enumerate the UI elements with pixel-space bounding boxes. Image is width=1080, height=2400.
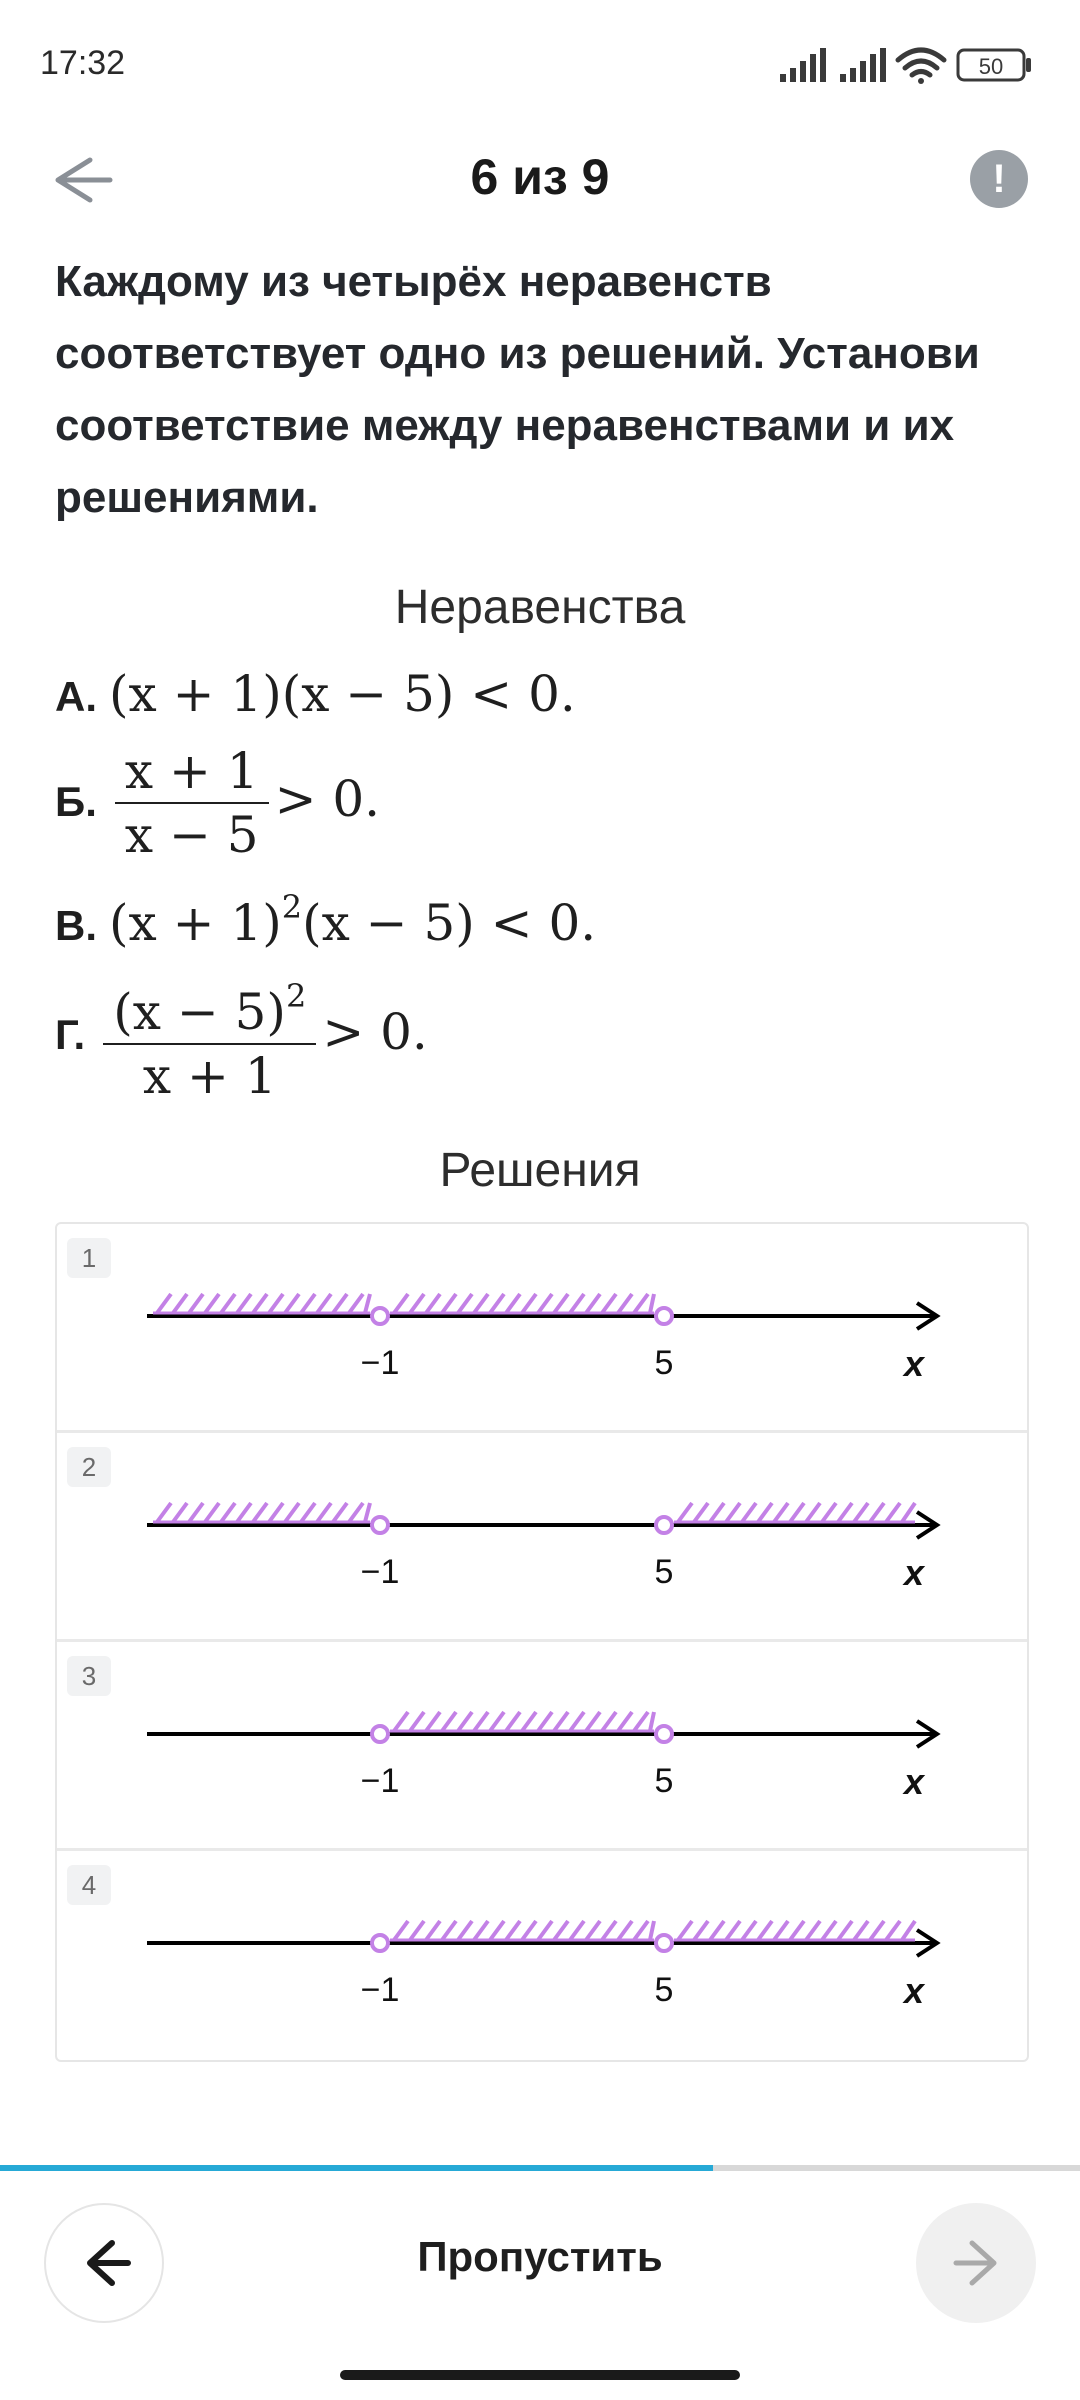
shading-hatch	[726, 1503, 740, 1522]
fraction-denominator: x − 5	[124, 806, 259, 864]
inequality-rest: > 0.	[322, 1003, 428, 1061]
inequality-b	[55, 740, 380, 866]
shading-hatch	[822, 1921, 836, 1940]
shading-hatch	[694, 1921, 708, 1940]
shading-hatch	[618, 1921, 632, 1940]
shading-hatch	[301, 1503, 315, 1522]
fraction	[115, 740, 269, 866]
shading-hatch	[365, 1503, 370, 1522]
inequality-factor: (x − 5) < 0.	[302, 894, 597, 952]
solutions-list	[55, 1222, 1029, 2062]
question-text: Каждому из четырёх неравенств соответствует одно из решений. Установи соответствие между неравенствами и их решениями.	[55, 257, 980, 522]
point-label: 5	[654, 1762, 674, 1800]
shading-hatch	[490, 1712, 504, 1731]
shading-hatch	[650, 1712, 654, 1731]
inequality-g	[55, 965, 428, 1107]
shading-hatch	[742, 1921, 756, 1940]
shading-hatch	[538, 1294, 552, 1313]
fraction-numerator	[103, 965, 316, 1045]
shading-hatch	[410, 1294, 424, 1313]
shading-hatch	[157, 1503, 171, 1522]
shading-hatch	[854, 1503, 868, 1522]
inequality-a	[55, 665, 576, 723]
open-point	[372, 1517, 388, 1533]
shading-hatch	[886, 1921, 900, 1940]
fraction-denominator: x + 1	[142, 1047, 277, 1105]
shading-hatch	[410, 1921, 424, 1940]
solution-option-1[interactable]	[57, 1224, 1027, 1433]
inequality-v	[55, 888, 596, 952]
footer	[0, 2171, 1080, 2400]
open-point	[372, 1726, 388, 1742]
shading-hatch	[506, 1921, 520, 1940]
shading-hatch	[586, 1712, 600, 1731]
shading-hatch	[253, 1503, 267, 1522]
solution-option-3[interactable]	[57, 1642, 1027, 1851]
shading-hatch	[618, 1294, 632, 1313]
shading-hatch	[886, 1503, 900, 1522]
shading-hatch	[634, 1712, 648, 1731]
shading-hatch	[806, 1921, 820, 1940]
shading-hatch	[474, 1294, 488, 1313]
shading-hatch	[902, 1921, 915, 1940]
shading-hatch	[678, 1503, 692, 1522]
open-point	[656, 1308, 672, 1324]
shading-hatch	[301, 1294, 315, 1313]
shading-hatch	[285, 1294, 299, 1313]
shading-hatch	[253, 1294, 267, 1313]
shading-hatch	[317, 1503, 331, 1522]
shading-hatch	[710, 1921, 724, 1940]
number-line	[57, 1433, 1027, 1639]
shading-hatch	[902, 1503, 915, 1522]
shading-hatch	[554, 1294, 568, 1313]
exponent: 2	[281, 888, 303, 926]
shading-hatch	[474, 1921, 488, 1940]
shading-hatch	[758, 1503, 772, 1522]
shading-hatch	[317, 1294, 331, 1313]
shading-hatch	[173, 1503, 187, 1522]
open-point	[372, 1308, 388, 1324]
shading-hatch	[554, 1712, 568, 1731]
shading-hatch	[205, 1294, 219, 1313]
shading-hatch	[474, 1712, 488, 1731]
shading-hatch	[285, 1503, 299, 1522]
shading-hatch	[570, 1921, 584, 1940]
shading-hatch	[394, 1294, 408, 1313]
shading-hatch	[333, 1294, 347, 1313]
shading-hatch	[650, 1294, 654, 1313]
shading-hatch	[349, 1503, 363, 1522]
shading-hatch	[269, 1294, 283, 1313]
shading-hatch	[838, 1921, 852, 1940]
shading-hatch	[426, 1712, 440, 1731]
shading-hatch	[634, 1921, 648, 1940]
shading-hatch	[349, 1294, 363, 1313]
shading-hatch	[221, 1503, 235, 1522]
axis-variable-label: x	[903, 1761, 925, 1802]
shading-hatch	[822, 1503, 836, 1522]
exclamation-icon: !	[992, 157, 1006, 201]
shading-hatch	[458, 1921, 472, 1940]
shading-hatch	[269, 1503, 283, 1522]
shading-hatch	[570, 1294, 584, 1313]
number-line	[57, 1642, 1027, 1848]
shading-hatch	[237, 1503, 251, 1522]
point-label: −1	[360, 1971, 400, 2009]
shading-hatch	[365, 1294, 370, 1313]
shading-hatch	[426, 1921, 440, 1940]
shading-hatch	[522, 1712, 536, 1731]
shading-hatch	[490, 1921, 504, 1940]
inequality-label: Б.	[55, 778, 97, 825]
shading-hatch	[522, 1921, 536, 1940]
fraction-numerator: x + 1	[115, 740, 269, 804]
axis-variable-label: x	[903, 1552, 925, 1593]
shading-hatch	[870, 1503, 884, 1522]
shading-hatch	[758, 1921, 772, 1940]
shading-hatch	[189, 1294, 203, 1313]
inequality-rest: > 0.	[274, 770, 381, 828]
fraction	[103, 965, 316, 1107]
point-label: 5	[654, 1971, 674, 2009]
shading-hatch	[173, 1294, 187, 1313]
solution-number: 4	[67, 1865, 111, 1905]
shading-hatch	[634, 1294, 648, 1313]
shading-hatch	[790, 1921, 804, 1940]
number-line	[57, 1224, 1027, 1430]
shading-hatch	[742, 1503, 756, 1522]
solution-option-2[interactable]	[57, 1433, 1027, 1642]
solutions-title: Решения	[439, 1144, 641, 1197]
open-point	[656, 1517, 672, 1533]
shading-hatch	[426, 1294, 440, 1313]
shading-hatch	[506, 1294, 520, 1313]
open-point	[656, 1935, 672, 1951]
shading-hatch	[442, 1294, 456, 1313]
status-bar	[0, 0, 1080, 130]
point-label: −1	[360, 1762, 400, 1800]
shading-hatch	[522, 1294, 536, 1313]
shading-hatch	[442, 1712, 456, 1731]
status-time: 17:32	[40, 44, 126, 82]
shading-hatch	[586, 1294, 600, 1313]
shading-hatch	[205, 1503, 219, 1522]
arrow-right-icon	[916, 2203, 1036, 2323]
header	[0, 130, 1080, 230]
shading-hatch	[854, 1921, 868, 1940]
number-line	[57, 1851, 1027, 2057]
point-label: 5	[654, 1553, 674, 1591]
shading-hatch	[221, 1294, 235, 1313]
shading-hatch	[410, 1712, 424, 1731]
open-point	[372, 1935, 388, 1951]
shading-hatch	[618, 1712, 632, 1731]
shading-hatch	[237, 1294, 251, 1313]
shading-hatch	[774, 1503, 788, 1522]
shading-hatch	[694, 1503, 708, 1522]
status-icons	[780, 44, 1040, 93]
shading-hatch	[838, 1503, 852, 1522]
shading-hatch	[806, 1503, 820, 1522]
solution-number: 3	[67, 1656, 111, 1696]
shading-hatch	[490, 1294, 504, 1313]
home-indicator	[340, 2370, 740, 2380]
shading-hatch	[774, 1921, 788, 1940]
shading-hatch	[189, 1503, 203, 1522]
skip-button[interactable]: Пропустить	[417, 2233, 663, 2280]
question-counter: 6 из 9	[470, 149, 610, 205]
shading-hatch	[586, 1921, 600, 1940]
inequality-label: В.	[55, 902, 97, 949]
open-point	[656, 1726, 672, 1742]
shading-hatch	[538, 1712, 552, 1731]
exponent: 2	[285, 977, 307, 1015]
solution-option-4[interactable]	[57, 1851, 1027, 2057]
battery-level: 50	[978, 54, 1004, 79]
inequality-factor: (x + 1)	[109, 894, 282, 952]
shading-hatch	[458, 1294, 472, 1313]
shading-hatch	[394, 1921, 408, 1940]
shading-hatch	[157, 1294, 171, 1313]
shading-hatch	[870, 1921, 884, 1940]
battery-icon	[958, 50, 1031, 80]
inequality-label: Г.	[55, 1011, 86, 1058]
shading-hatch	[442, 1921, 456, 1940]
shading-hatch	[458, 1712, 472, 1731]
numerator-base: (x − 5)	[113, 983, 286, 1041]
shading-hatch	[602, 1921, 616, 1940]
shading-hatch	[570, 1712, 584, 1731]
shading-hatch	[790, 1503, 804, 1522]
axis-variable-label: x	[903, 1970, 925, 2011]
inequality-label: А.	[55, 673, 97, 720]
point-label: −1	[360, 1344, 400, 1382]
shading-hatch	[602, 1294, 616, 1313]
point-label: −1	[360, 1553, 400, 1591]
next-button[interactable]	[916, 2203, 1036, 2323]
wifi-icon	[898, 50, 944, 84]
inequality-expr: (x + 1)(x − 5) < 0.	[109, 665, 576, 723]
shading-hatch	[506, 1712, 520, 1731]
shading-hatch	[678, 1921, 692, 1940]
shading-hatch	[650, 1921, 654, 1940]
shading-hatch	[333, 1503, 347, 1522]
shading-hatch	[710, 1503, 724, 1522]
signal-icon-2	[840, 48, 886, 82]
inequalities-title: Неравенства	[394, 581, 686, 634]
solution-number: 1	[67, 1238, 111, 1278]
solution-number: 2	[67, 1447, 111, 1487]
shading-hatch	[726, 1921, 740, 1940]
shading-hatch	[538, 1921, 552, 1940]
shading-hatch	[602, 1712, 616, 1731]
shading-hatch	[394, 1712, 408, 1731]
report-button[interactable]	[970, 150, 1028, 208]
point-label: 5	[654, 1344, 674, 1382]
signal-icon	[780, 48, 826, 82]
shading-hatch	[554, 1921, 568, 1940]
axis-variable-label: x	[903, 1343, 925, 1384]
